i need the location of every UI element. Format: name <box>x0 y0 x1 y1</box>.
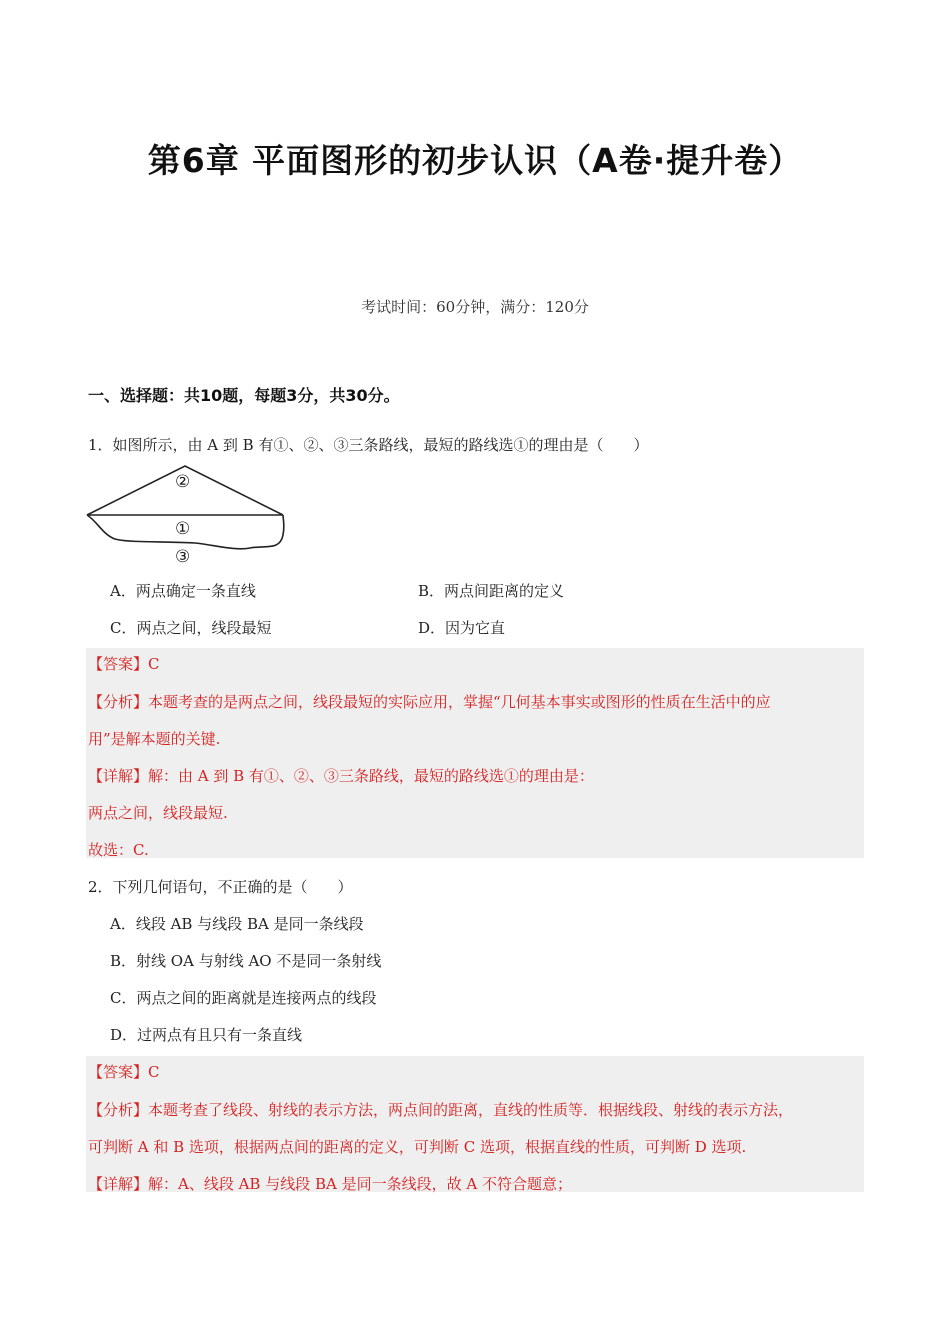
q2-analysis-line-2: 可判断 A 和 B 选项，根据两点间的距离的定义，可判断 C 选项，根据直线的性质，可判断 D 选项. <box>88 1138 747 1156</box>
figure-label-2: ② <box>175 472 191 492</box>
q1-detail-line-1: 【详解】解：由 A 到 B 有①、②、③三条路线，最短的路线选①的理由是： <box>88 767 594 785</box>
q2-analysis-line-1: 【分析】本题考查了线段、射线的表示方法，两点间的距离，直线的性质等．根据线段、射线的表示方法， <box>88 1101 794 1119</box>
q1-option-c: C．两点之间，线段最短 <box>110 619 272 637</box>
exam-info: 考试时间：60分钟，满分：120分 <box>361 298 589 316</box>
figure-label-3: ③ <box>175 547 191 567</box>
question-2-stem: 2．下列几何语句，不正确的是（ ） <box>88 878 353 896</box>
q1-detail-line-2: 两点之间，线段最短. <box>88 804 228 822</box>
q1-answer: 【答案】C <box>88 655 160 673</box>
q1-option-a: A．两点确定一条直线 <box>110 582 256 600</box>
q2-answer: 【答案】C <box>88 1063 160 1081</box>
q2-option-a: A．线段 AB 与线段 BA 是同一条线段 <box>110 915 364 933</box>
page-title: 第6章 平面图形的初步认识（A卷·提升卷） <box>147 141 803 180</box>
q1-option-b: B．两点间距离的定义 <box>418 582 565 600</box>
q1-analysis-line-1: 【分析】本题考查的是两点之间，线段最短的实际应用，掌握“几何基本事实或图形的性质在生活中的应 <box>88 693 771 711</box>
q2-option-c: C．两点之间的距离就是连接两点的线段 <box>110 989 377 1007</box>
q2-detail-line-1: 【详解】解：A、线段 AB 与线段 BA 是同一条线段，故 A 不符合题意； <box>88 1175 572 1193</box>
route-figure <box>85 463 290 568</box>
q1-detail-line-3: 故选：C. <box>88 841 149 859</box>
q1-answer-box <box>86 648 864 858</box>
q2-option-b: B．射线 OA 与射线 AO 不是同一条射线 <box>110 952 382 970</box>
q2-option-d: D．过两点有且只有一条直线 <box>110 1026 303 1044</box>
section-heading: 一、选择题：共10题，每题3分，共30分。 <box>88 386 400 405</box>
q2-answer-box <box>86 1056 864 1192</box>
q1-analysis-line-2: 用”是解本题的关键. <box>88 730 221 748</box>
figure-label-1: ① <box>175 519 191 539</box>
question-1-stem: 1．如图所示，由 A 到 B 有①、②、③三条路线，最短的路线选①的理由是（ ） <box>88 436 649 454</box>
q1-option-d: D．因为它直 <box>418 619 506 637</box>
